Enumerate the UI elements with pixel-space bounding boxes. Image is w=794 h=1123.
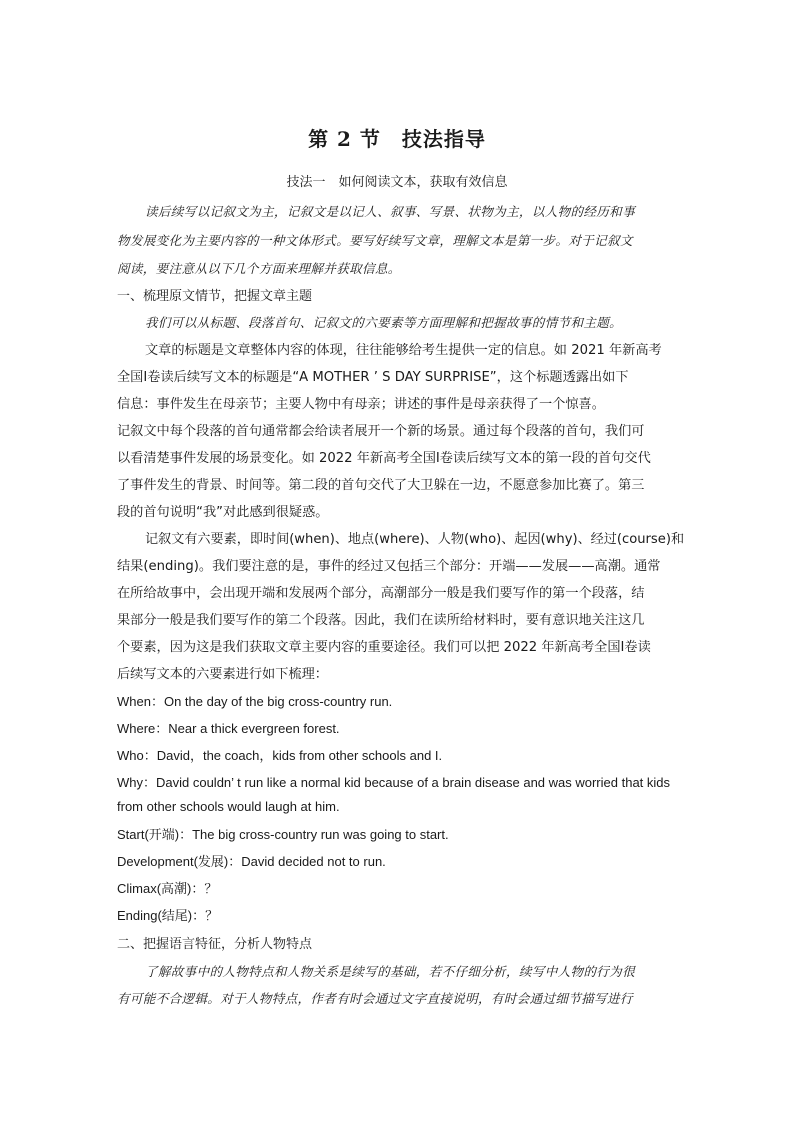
paragraph-line: 文章的标题是文章整体内容的体现，往往能够给考生提供一定的信息。如 2021 年新高考 <box>145 343 662 358</box>
element-development: Development(发展)：David decided not to run. <box>117 854 386 869</box>
paragraph-line: 后续写文本的六要素进行如下梳理： <box>117 667 328 682</box>
element-climax: Climax(高潮)：？ <box>117 881 218 896</box>
paragraph-line: 结果(ending)。我们要注意的是，事件的经过又包括三个部分：开端——发展——高潮。通常 <box>117 559 661 574</box>
paragraph-line: 以看清楚事件发展的场景变化。如 2022 年新高考全国Ⅰ卷读后续写文本的第一段的首句交代 <box>117 451 651 466</box>
paragraph-line: 记叙文有六要素，即时间(when)、地点(where)、人物(who)、起因(why)、经过(course)和 <box>145 532 685 547</box>
element-when: When：On the day of the big cross-country run. <box>117 694 393 709</box>
paragraph-line: 物发展变化为主要内容的一种文体形式。要写好续写文章，理解文本是第一步。对于记叙文 <box>117 233 633 248</box>
paragraph-line: 果部分一般是我们要写作的第二个段落。因此，我们在读所给材料时，要有意识地关注这几 <box>117 613 645 628</box>
element-who: Who：David，the coach，kids from other schools and I. <box>117 748 443 763</box>
paragraph-line: 记叙文中每个段落的首句通常都会给读者展开一个新的场景。通过每个段落的首句，我们可 <box>117 424 645 439</box>
paragraph-line: 阅读，要注意从以下几个方面来理解并获取信息。 <box>117 261 401 276</box>
paragraph-line: 读后续写以记叙文为主，记叙文是以记人、叙事、写景、状物为主，以人物的经历和事 <box>145 204 635 219</box>
element-start: Start(开端)：The big cross-country run was going to start. <box>117 827 449 842</box>
paragraph-line: 我们可以从标题、段落首句、记叙文的六要素等方面理解和把握故事的情节和主题。 <box>145 315 623 330</box>
paragraph-line: 个要素，因为这是我们获取文章主要内容的重要途径。我们可以把 2022 年新高考全国Ⅰ卷读 <box>117 640 651 655</box>
paragraph-line: 了事件发生的背景、时间等。第二段的首句交代了大卫躲在一边，不愿意参加比赛了。第三 <box>117 478 645 493</box>
element-why: Why：David couldn’ t run like a normal kid because of a brain disease and was worried that kids <box>117 775 671 790</box>
paragraph-line: 有可能不合逻辑。对于人物特点，作者有时会通过文字直接说明，有时会通过细节描写进行 <box>117 991 633 1006</box>
paragraph-line: 段的首句说明“我”对此感到很疑惑。 <box>117 505 329 520</box>
paragraph-line: 在所给故事中，会出现开端和发展两个部分，高潮部分一般是我们要写作的第一个段落，结 <box>117 586 645 601</box>
paragraph-line: 全国Ⅰ卷读后续写文本的标题是“A MOTHER ’ S DAY SURPRISE”，这个标题透露出如下 <box>117 370 629 385</box>
element-ending: Ending(结尾)：？ <box>117 908 219 923</box>
page-title: 第 2 节 技法指导 <box>308 127 486 151</box>
paragraph-line: 信息：事件发生在母亲节；主要人物中有母亲；讲述的事件是母亲获得了一个惊喜。 <box>117 397 605 412</box>
section-subtitle: 技法一 如何阅读文本，获取有效信息 <box>286 175 508 190</box>
element-why-cont: from other schools would laugh at him. <box>117 799 340 814</box>
element-where: Where：Near a thick evergreen forest. <box>117 721 340 736</box>
section-heading: 二、把握语言特征，分析人物特点 <box>117 937 313 952</box>
section-heading: 一、梳理原文情节，把握文章主题 <box>117 289 313 304</box>
paragraph-line: 了解故事中的人物特点和人物关系是续写的基础，若不仔细分析，续写中人物的行为很 <box>145 964 635 979</box>
